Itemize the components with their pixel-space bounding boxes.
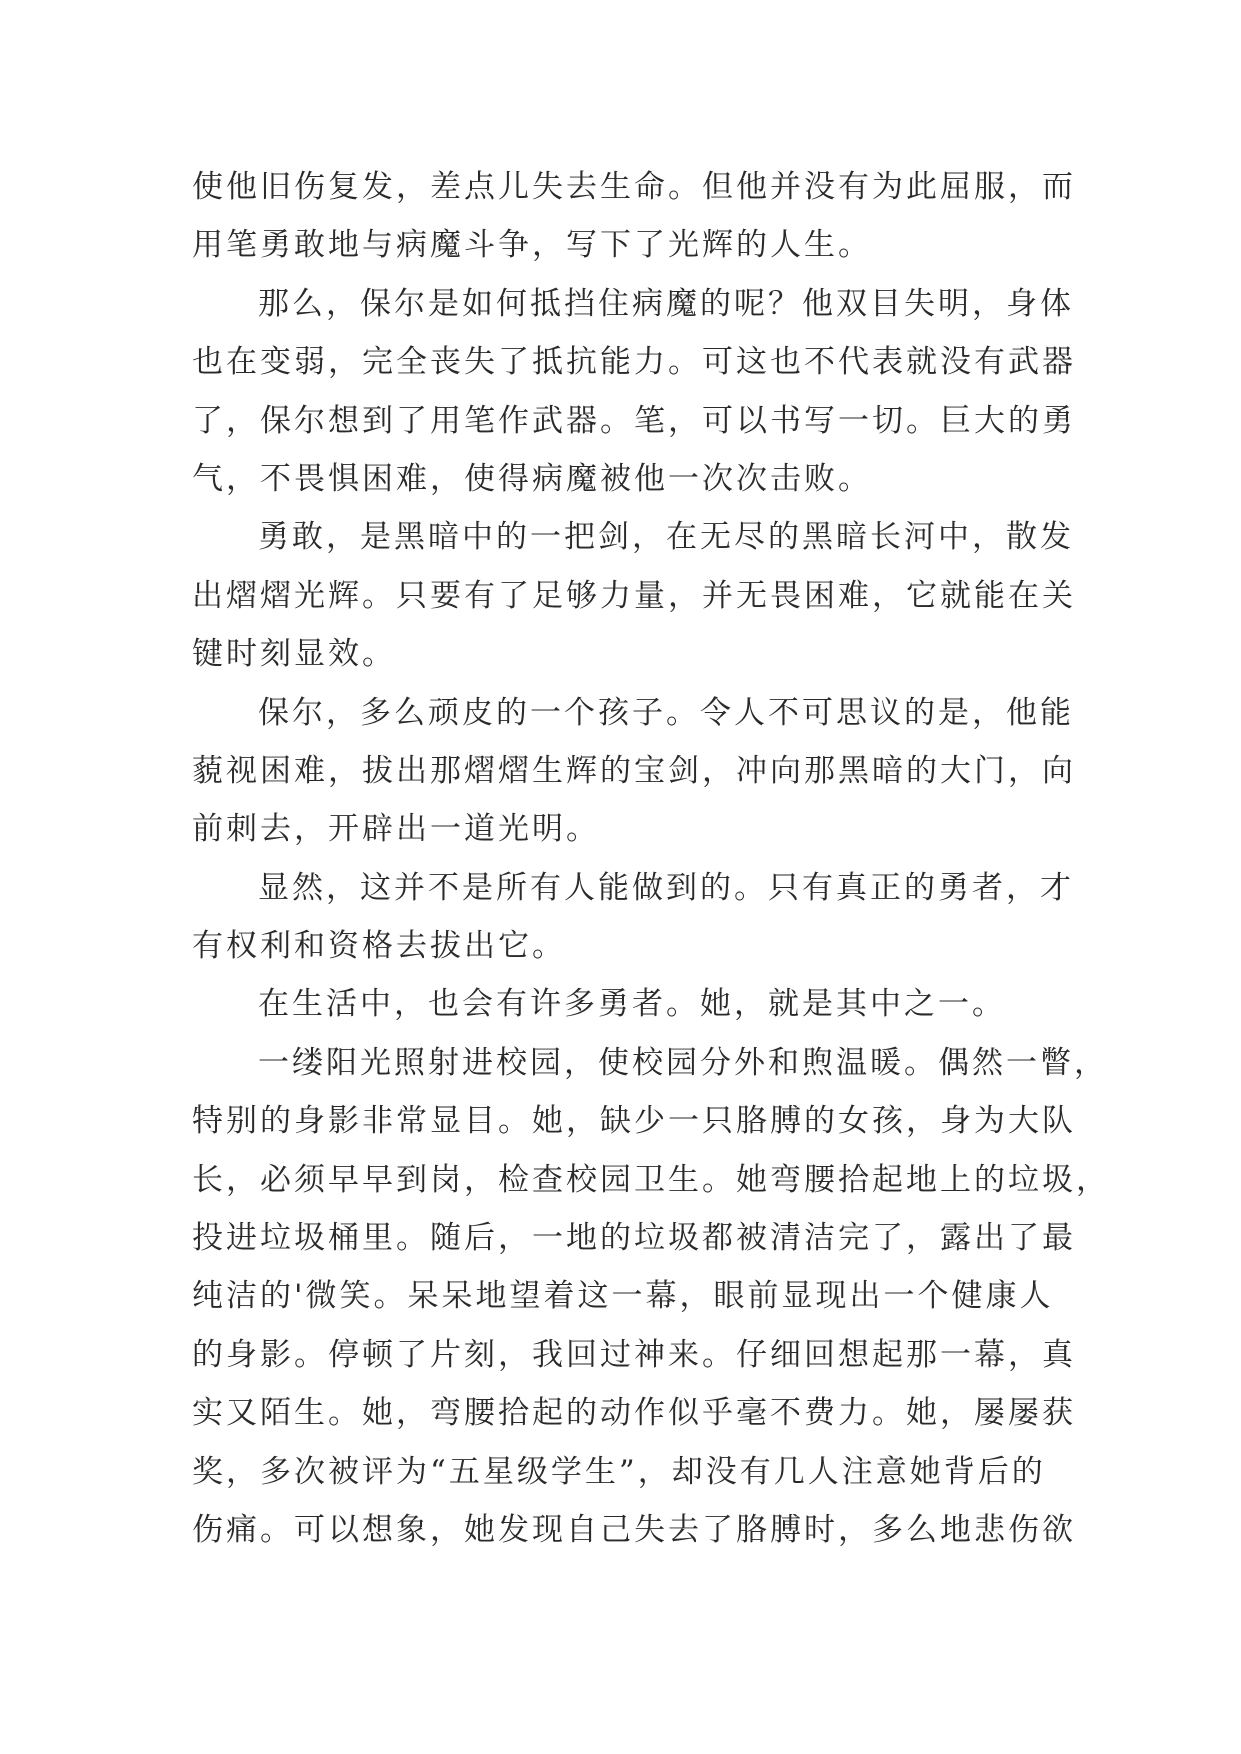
text-line: 了，保尔想到了用笔作武器。笔，可以书写一切。巨大的勇 <box>192 402 1076 439</box>
text-line: 那么，保尔是如何抵挡住病魔的呢？他双目失明，身体 <box>258 285 1074 322</box>
text-line: 出熠熠光辉。只要有了足够力量，并无畏困难，它就能在关 <box>192 577 1076 614</box>
text-line: 奖，多次被评为“五星级学生”，却没有几人注意她背后的 <box>192 1453 1046 1490</box>
text-line: 藐视困难，拔出那熠熠生辉的宝剑，冲向那黑暗的大门，向 <box>192 752 1076 789</box>
text-line: 长，必须早早到岗，检查校园卫生。她弯腰拾起地上的垃圾， <box>192 1161 1110 1198</box>
text-line: 保尔，多么顽皮的一个孩子。令人不可思议的是，他能 <box>258 694 1074 731</box>
text-line: 特别的身影非常显目。她，缺少一只胳膊的女孩，身为大队 <box>192 1103 1076 1140</box>
text-line: 也在变弱，完全丧失了抵抗能力。可这也不代表就没有武器 <box>192 344 1076 381</box>
text-line: 纯洁的'微笑。呆呆地望着这一幕，眼前显现出一个健康人 <box>192 1278 1054 1315</box>
text-line: 气，不畏惧困难，使得病魔被他一次次击败。 <box>192 460 872 497</box>
text-line: 伤痛。可以想象，她发现自己失去了胳膊时，多么地悲伤欲 <box>192 1511 1076 1548</box>
text-line: 实又陌生。她，弯腰拾起的动作似乎毫不费力。她，屡屡获 <box>192 1395 1076 1432</box>
text-line: 前刺去，开辟出一道光明。 <box>192 811 600 848</box>
text-line: 一缕阳光照射进校园，使校园分外和煦温暖。偶然一瞥， <box>258 1044 1108 1081</box>
text-line: 显然，这并不是所有人能做到的。只有真正的勇者，才 <box>258 869 1074 906</box>
text-line: 用笔勇敢地与病魔斗争，写下了光辉的人生。 <box>192 227 872 264</box>
body-text <box>192 158 1110 1559</box>
text-line: 投进垃圾桶里。随后，一地的垃圾都被清洁完了，露出了最 <box>192 1220 1076 1257</box>
text-line: 使他旧伤复发，差点儿失去生命。但他并没有为此屈服，而 <box>192 169 1076 205</box>
text-line: 的身影。停顿了片刻，我回过神来。仔细回想起那一幕，真 <box>192 1336 1076 1373</box>
text-line: 键时刻显效。 <box>192 636 396 673</box>
text-line: 有权利和资格去拔出它。 <box>192 928 566 965</box>
text-line: 勇敢，是黑暗中的一把剑，在无尽的黑暗长河中，散发 <box>258 519 1074 556</box>
text-line: 在生活中，也会有许多勇者。她，就是其中之一。 <box>258 986 1006 1023</box>
